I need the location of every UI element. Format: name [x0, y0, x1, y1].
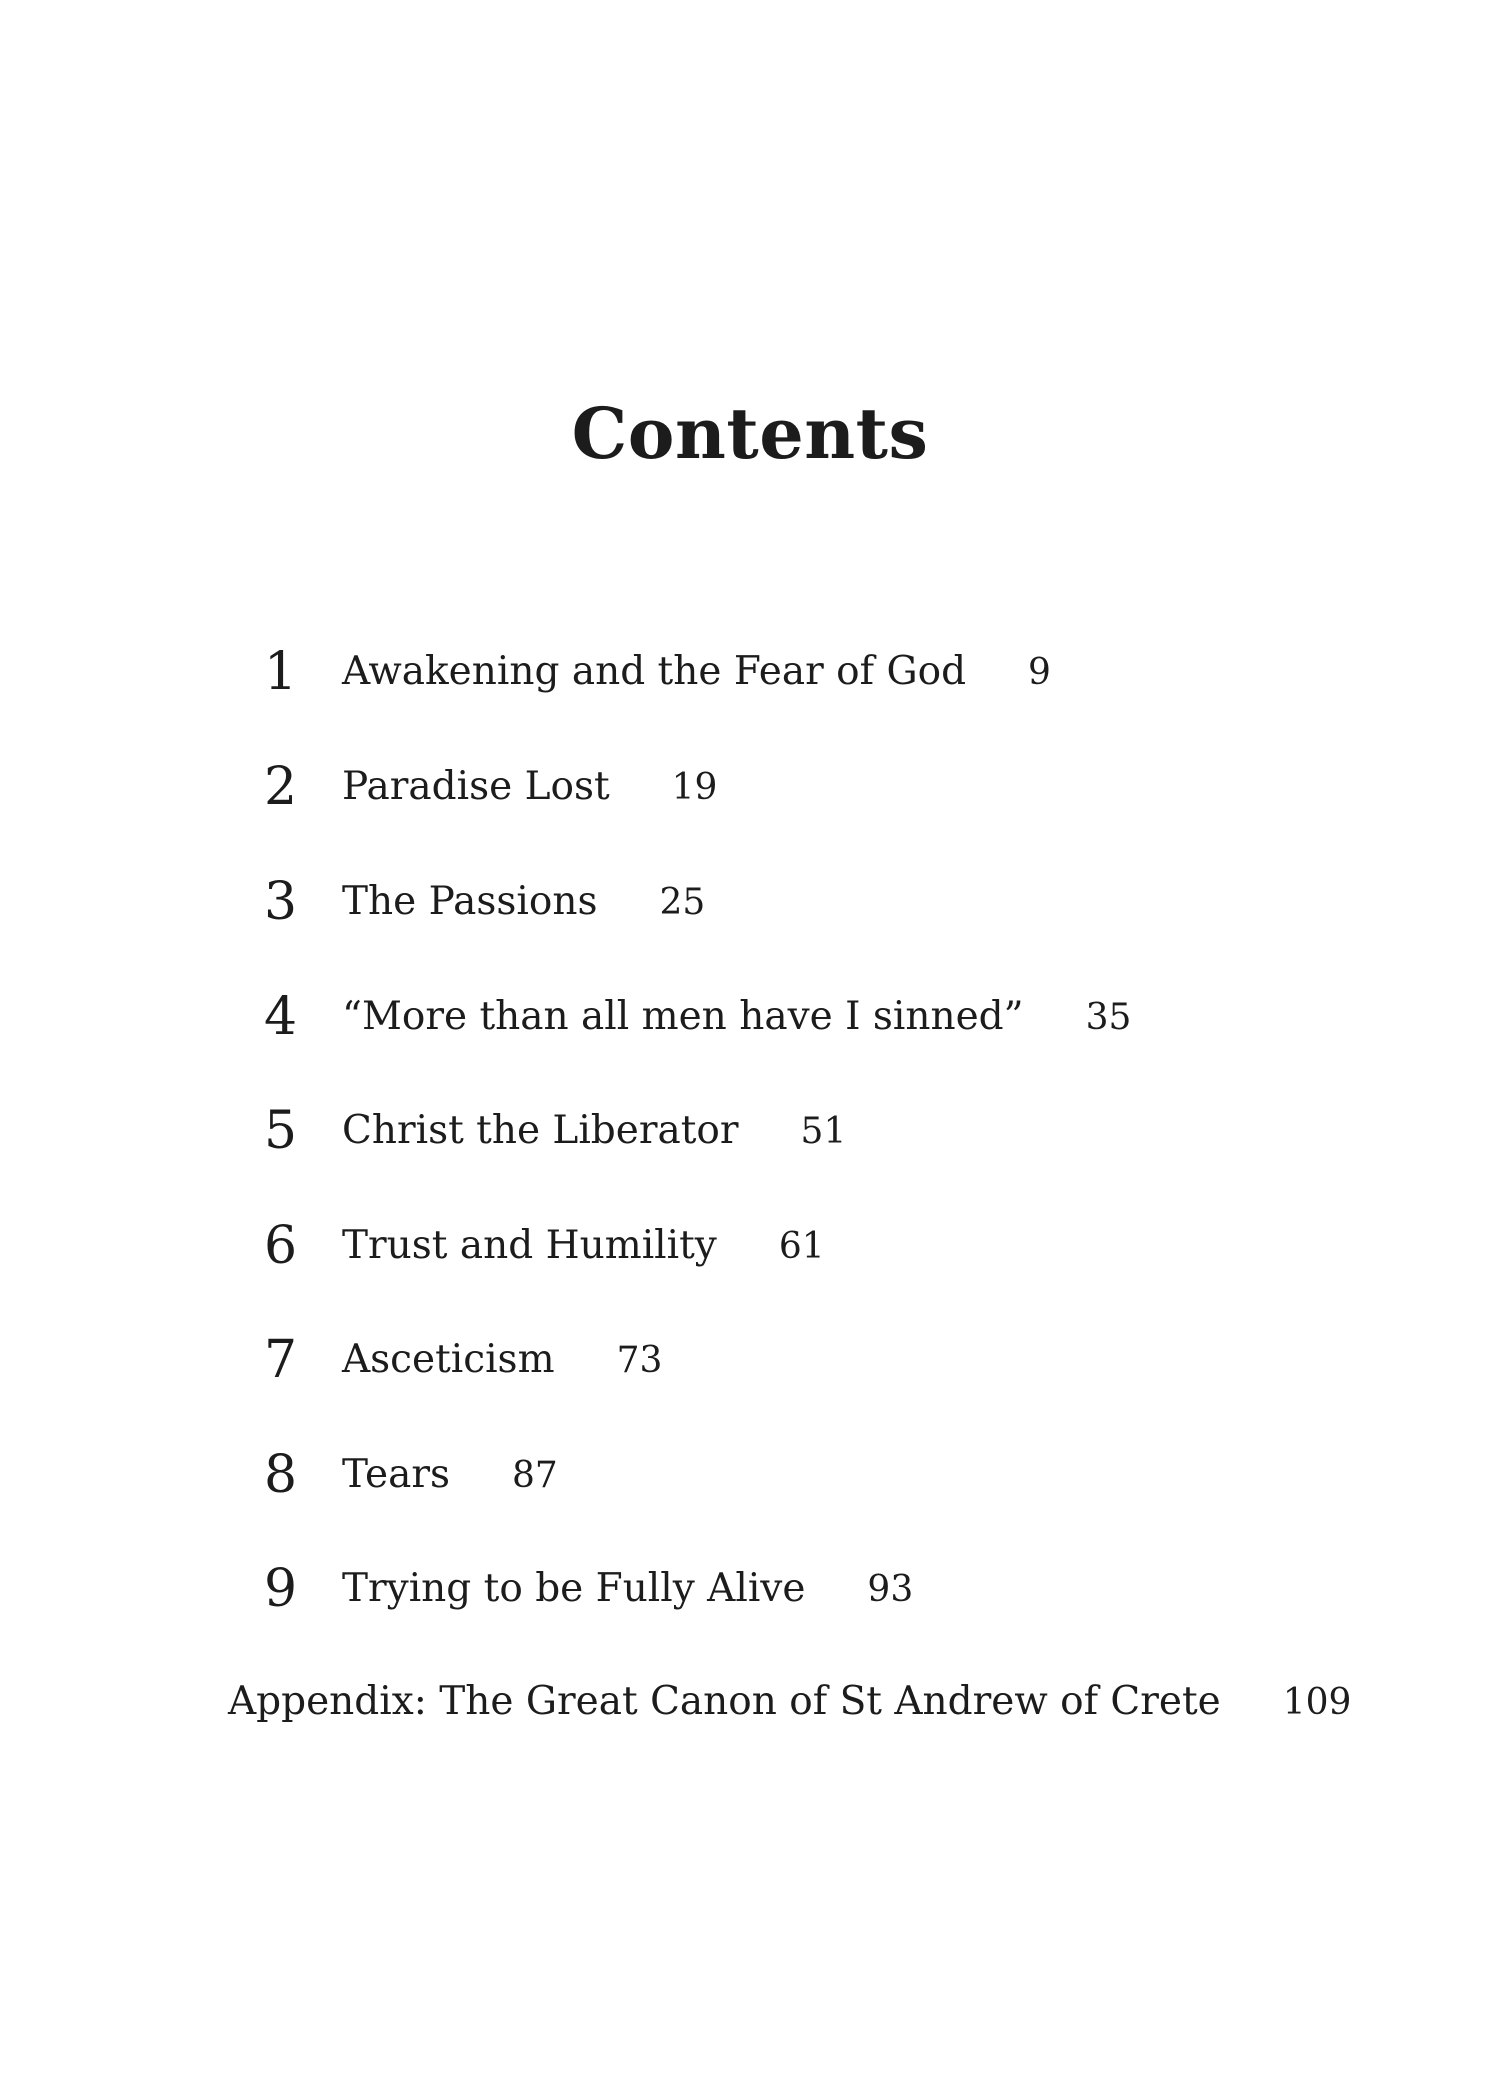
appendix-title: Appendix: The Great Canon of St Andrew of Crete	[228, 1679, 1221, 1724]
chapter-title-line	[342, 1559, 913, 1620]
chapter-title-line	[342, 1445, 558, 1506]
chapter-number: 8	[264, 1445, 298, 1505]
page-number: 51	[800, 1111, 847, 1152]
chapter-number: 5	[264, 1101, 298, 1161]
page-number: 19	[671, 767, 718, 808]
page-number: 9	[1028, 652, 1051, 693]
chapter-title-line	[342, 1101, 846, 1162]
chapter-number: 7	[264, 1330, 298, 1390]
chapter-number: 9	[264, 1559, 298, 1619]
page-number: 61	[778, 1226, 825, 1267]
chapter-title: The Passions	[342, 879, 598, 924]
chapter-title: Awakening and the Fear of God	[342, 649, 967, 694]
chapter-title-line	[342, 757, 717, 818]
chapter-title: Trying to be Fully Alive	[342, 1566, 806, 1611]
page-title: Contents	[571, 392, 929, 475]
chapter-title: Asceticism	[342, 1337, 555, 1382]
page-number: 109	[1282, 1682, 1352, 1723]
page-number: 87	[511, 1455, 558, 1496]
chapter-number: 4	[264, 987, 298, 1047]
chapter-title-line	[342, 642, 1051, 703]
chapter-title: “More than all men have I sinned”	[342, 994, 1024, 1039]
chapter-title: Trust and Humility	[342, 1223, 717, 1268]
page-number: 73	[616, 1340, 663, 1381]
chapter-title-line	[342, 987, 1131, 1048]
chapter-number: 1	[264, 642, 298, 702]
page-number: 93	[867, 1569, 914, 1610]
page-number: 35	[1085, 997, 1132, 1038]
chapter-title-line	[342, 1216, 825, 1277]
chapter-title: Christ the Liberator	[342, 1108, 739, 1153]
chapter-title: Paradise Lost	[342, 764, 610, 809]
chapter-title: Tears	[342, 1452, 450, 1497]
page-number: 25	[659, 882, 706, 923]
chapter-title-line	[342, 872, 705, 933]
chapter-number: 3	[264, 872, 298, 932]
chapter-number: 2	[264, 757, 298, 817]
appendix-entry	[228, 1672, 1351, 1733]
chapter-number: 6	[264, 1216, 298, 1276]
chapter-title-line	[342, 1330, 662, 1391]
